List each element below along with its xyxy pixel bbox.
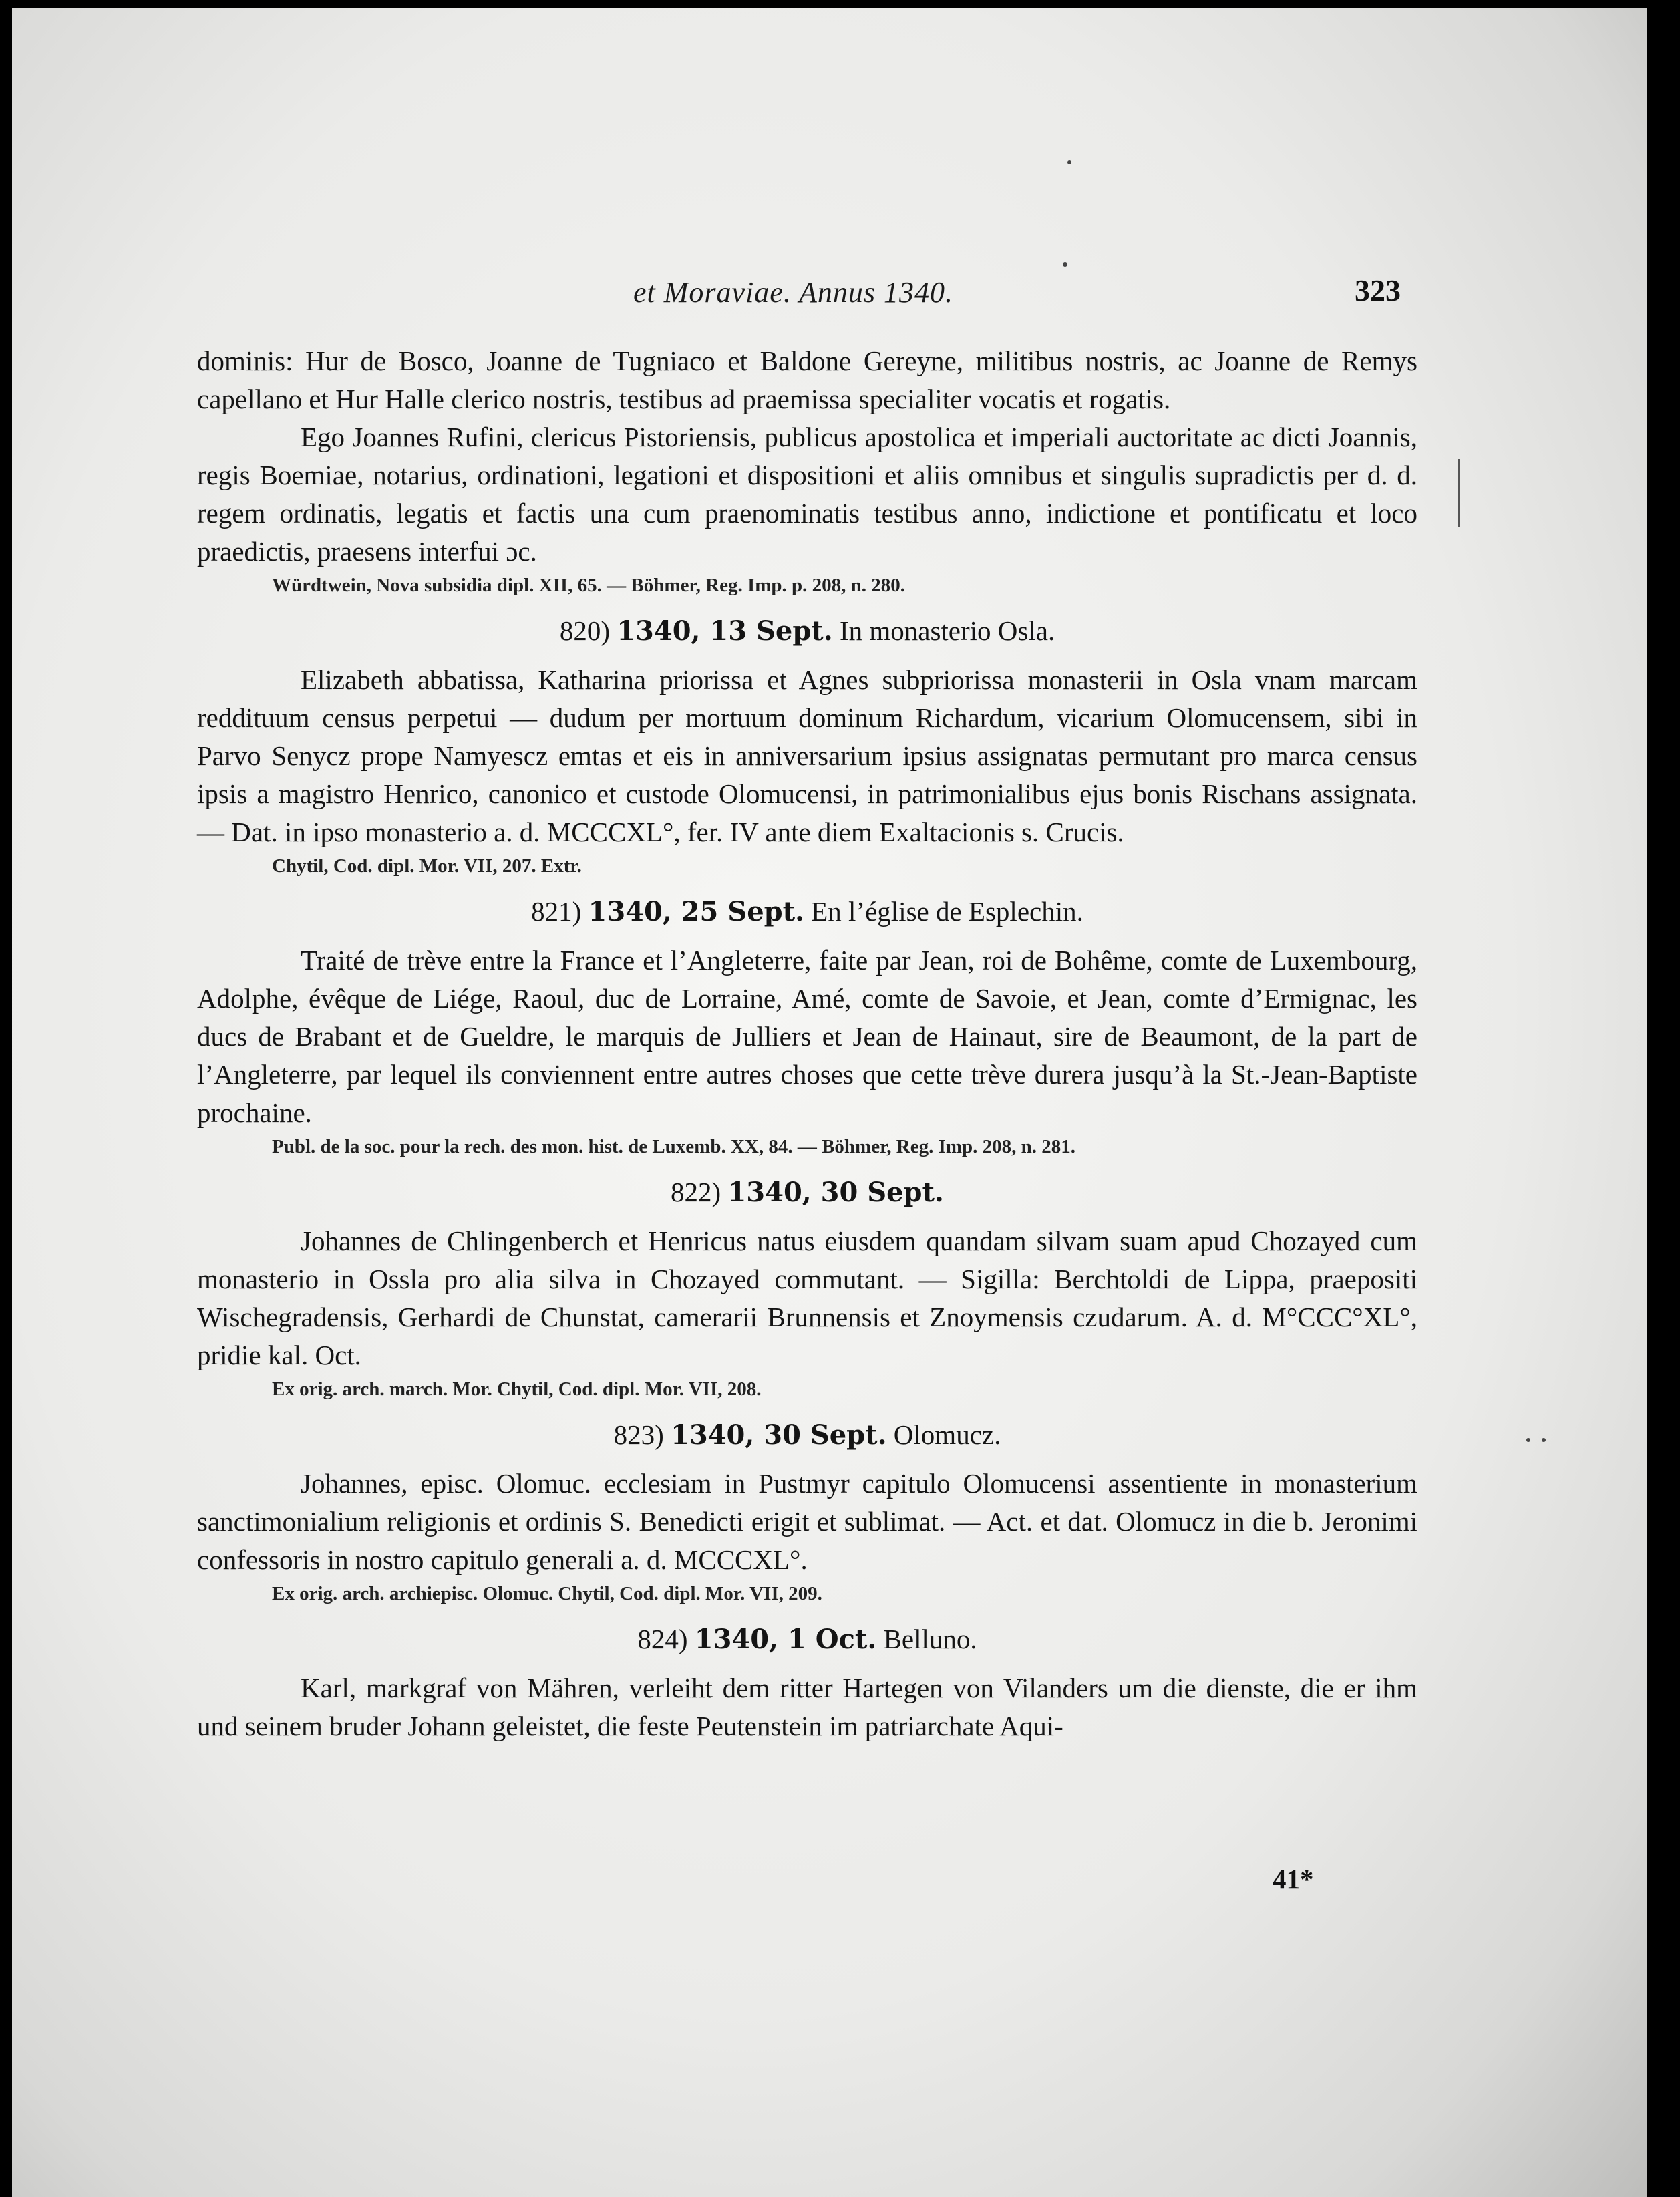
entry-text: Traité de trève entre la France et l’Angleterre, faite par Jean, roi de Bohême, comte de Luxembourg, Adolphe, évêque de Liége, Raoul, duc de Lorraine, Amé, comte de Savoie, et Jean, comte d’Ermignac, les ducs de Brabant et de Gueldre, le marquis de Julliers et Jean de Hainaut, sire de Beaumont, de la part de l’Angleterre, par lequel ils conviennent entre autres choses que cette trève durera jusqu’à la St.-Jean-Baptiste prochaine. bbox=[197, 945, 1417, 1128]
page-body bbox=[197, 342, 1417, 1745]
entry-text: Karl, markgraf von Mähren, verleiht dem ritter Hartegen von Vilanders um die dienste, die er ihm und seinem bruder Johann geleistet, die feste Peutenstein im patriarchate Aqui- bbox=[197, 1672, 1417, 1741]
ink-speck bbox=[1526, 1438, 1530, 1442]
entry-text: Elizabeth abbatissa, Katharina priorissa et Agnes subpriorissa monasterii in Osla vnam marcam reddituum census perpetui — dudum per mortuum dominum Richardum, vicarium Olomucensem, sibi in Parvo Senycz prope Namyescz emtas et eis in anniversarium ipsius assignatas permutant pro marca census ipsis a magistro Henrico, canonico et custode Olomucensi, in patrimonialibus ejus bonis Rischans assignata. — Dat. in ipso monasterio a. d. MCCCXL°, fer. IV ante diem Exaltacionis s. Crucis. bbox=[197, 664, 1417, 847]
entry-824 bbox=[197, 1620, 1417, 1745]
entry-number: 823) bbox=[613, 1419, 664, 1450]
ink-speck bbox=[1542, 1438, 1546, 1442]
margin-mark bbox=[1458, 459, 1460, 527]
entry-heading bbox=[197, 612, 1417, 650]
ink-speck bbox=[1067, 160, 1071, 164]
entry-821 bbox=[197, 893, 1417, 1161]
source-citation: Publ. de la soc. pour la rech. des mon. hist. de Luxemb. XX, 84. — Böhmer, Reg. Imp. 208, n. 281. bbox=[272, 1136, 1076, 1157]
entry-823 bbox=[197, 1416, 1417, 1608]
notary-paragraph: Ego Joannes Rufini, clericus Pistoriensis, publicus apostolica et imperiali auctoritate ac dicti Joannis, regis Boemiae, notarius, ordinationi, legationi et dispositioni et aliis omnibus et singulis supradictis per d. d. regem ordinatis, legatis et factis una cum praenominatis testibus anno, indictione et pontificatu et loco praedictis, praesens interfui ɔc. bbox=[197, 422, 1417, 567]
entry-date: 1340, 1 Oct. bbox=[694, 1624, 877, 1655]
entry-place: Olomucz. bbox=[893, 1419, 1001, 1450]
entry-date: 1340, 13 Sept. bbox=[617, 615, 833, 647]
entry-heading bbox=[197, 1416, 1417, 1454]
entry-number: 820) bbox=[559, 615, 610, 646]
entry-place: Belluno. bbox=[883, 1624, 977, 1654]
continued-paragraph: dominis: Hur de Bosco, Joanne de Tugniaco et Baldone Gereyne, militibus nostris, ac Joanne de Remys capellano et Hur Halle clerico nostris, testibus ad praemissa specialiter vocatis et rogatis. bbox=[197, 345, 1417, 414]
entry-place: In monasterio Osla. bbox=[839, 615, 1055, 646]
page-number: 323 bbox=[1355, 273, 1401, 307]
source-citation: Würdtwein, Nova subsidia dipl. XII, 65. — Böhmer, Reg. Imp. p. 208, n. 280. bbox=[272, 575, 906, 596]
entry-number: 824) bbox=[637, 1624, 688, 1654]
page-header bbox=[12, 275, 1647, 322]
entry-text: Johannes de Chlingenberch et Henricus natus eiusdem quandam silvam suam apud Chozayed cum monasterio in Ossla pro alia silva in Chozayed commutant. — Sigilla: Berchtoldi de Lippa, praepositi Wischegradensis, Gerhardi de Chunstat, camerarii Brunnensis et Znoymensis czudarum. A. d. M°CCC°XL°, pridie kal. Oct. bbox=[197, 1225, 1417, 1370]
entry-822 bbox=[197, 1173, 1417, 1404]
running-title: et Moraviae. Annus 1340. bbox=[633, 276, 954, 309]
entry-heading bbox=[197, 893, 1417, 931]
ink-speck bbox=[1063, 262, 1067, 267]
entry-place: En l’église de Esplechin. bbox=[811, 896, 1083, 927]
entry-text: Johannes, episc. Olomuc. ecclesiam in Pustmyr capitulo Olomucensi assentiente in monasterium sanctimonialium religionis et ordinis S. Benedicti erigit et sublimat. — Act. et dat. Olomucz in die b. Jeronimi confessoris in nostro capitulo generali a. d. MCCCXL°. bbox=[197, 1468, 1417, 1575]
signature-mark: 41* bbox=[1273, 1864, 1314, 1894]
entry-number: 821) bbox=[531, 896, 582, 927]
entry-820 bbox=[197, 612, 1417, 881]
source-citation: Ex orig. arch. march. Mor. Chytil, Cod. dipl. Mor. VII, 208. bbox=[272, 1378, 762, 1400]
entry-date: 1340, 25 Sept. bbox=[588, 896, 805, 927]
entry-date: 1340, 30 Sept. bbox=[671, 1419, 887, 1451]
entry-heading bbox=[197, 1620, 1417, 1658]
entry-heading bbox=[197, 1173, 1417, 1211]
entry-number: 822) bbox=[671, 1177, 721, 1207]
book-page bbox=[12, 8, 1647, 2197]
entry-date: 1340, 30 Sept. bbox=[727, 1177, 944, 1208]
source-citation: Chytil, Cod. dipl. Mor. VII, 207. Extr. bbox=[272, 855, 582, 877]
source-citation: Ex orig. arch. archiepisc. Olomuc. Chytil, Cod. dipl. Mor. VII, 209. bbox=[272, 1583, 822, 1604]
